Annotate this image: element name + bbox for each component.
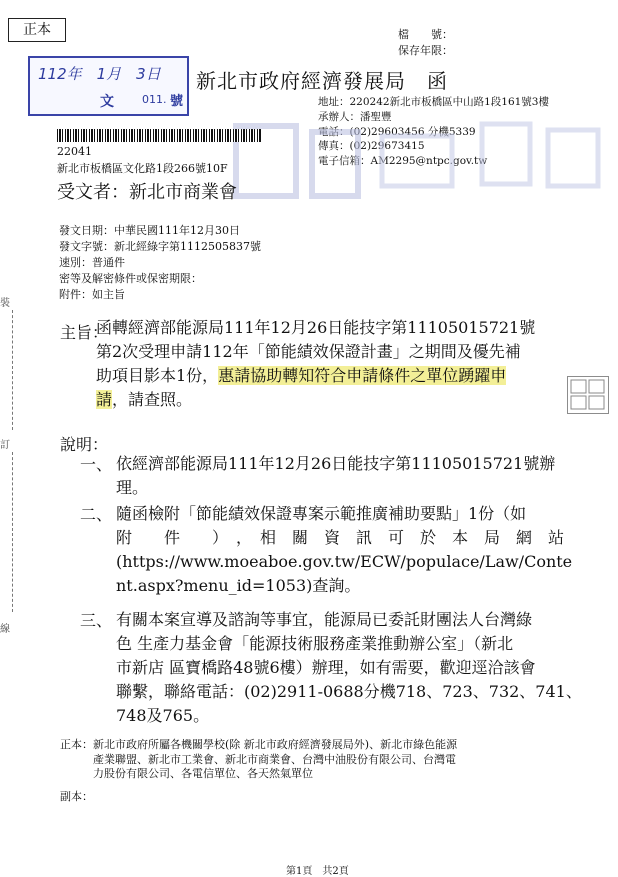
agency-title: 新北市政府經濟發展局 函 (196, 69, 448, 93)
contact-phone: 電話：(02)29603456 分機5339 (318, 125, 476, 138)
explanation-item-1: 依經濟部能源局111年12月26日能技字第11105015721號辦 理。 (116, 454, 556, 497)
receipt-stamp (28, 56, 189, 116)
recipient-zip: 22041 (57, 145, 92, 158)
binding-line-1 (12, 310, 13, 430)
subject-body (96, 316, 535, 412)
binding-mark-3: 線 (0, 624, 10, 635)
contact-address: 地址：220242新北市板橋區中山路1段161號3樓 (318, 96, 549, 108)
file-number-label: 檔 號： (398, 28, 453, 41)
retention-period-label: 保存年限： (398, 44, 453, 57)
highlighted-request-end: 請 (96, 390, 113, 409)
binding-mark-1: 裝 (0, 298, 10, 309)
explanation-item-1-number: 一、 (80, 455, 113, 474)
contact-handler: 承辦人：潘聖豐 (318, 110, 392, 123)
issue-date: 發文日期：中華民國111年12月30日 (59, 224, 240, 237)
receipt-hao: 號 (170, 94, 184, 109)
explanation-item-2: 隨函檢附「節能績效保證專案示範推廣補助要點」1份（如 附 件 ） ， 相 關 資 訊 可 於 本 局 網 站 (https://www.moeaboe.gov.tw/ECW/populace/Law/Conte nt.aspx?menu_id=1053)查詢。 (116, 504, 573, 595)
contact-fax: 傳真：(02)29673415 (318, 140, 425, 153)
delivery-speed: 速別：普通件 (59, 256, 125, 269)
cc-block (60, 738, 457, 804)
subject-line-1: 函轉經濟部能源局111年12月26日能技字第11105015721號 (96, 318, 536, 337)
binding-line-2 (12, 452, 13, 612)
document-number: 發文字號：新北經綠字第1112505837號 (59, 240, 261, 253)
security-level: 密等及解密條件或保密期限： (59, 272, 202, 285)
highlighted-request: 惠請協助轉知符合申請條件之單位踴躍申 (218, 366, 507, 385)
receipt-number: 011. (142, 93, 167, 106)
subject-line-4: 請，請查照。 (96, 390, 193, 409)
subject-line-3: 助項目影本1份，惠請協助轉知符合申請條件之單位踴躍申 (96, 366, 507, 385)
copy-type-box (8, 18, 66, 42)
explanation-item-2-number: 二、 (80, 505, 113, 524)
subject-label: 主旨： (60, 323, 109, 342)
recipient-address: 新北市板橋區文化路1段266號10F (57, 162, 228, 175)
faint-received-stamp (232, 118, 612, 213)
cc-line-1: 正本：新北市政府所屬各機關學校(除 新北市政府經濟發展局外)、新北市綠色能源 (60, 738, 458, 751)
small-seal (567, 376, 609, 414)
contact-email: 電子信箱：AM2295@ntpc.gov.tw (318, 155, 488, 168)
recipient-name: 受文者：新北市商業會 (57, 182, 237, 203)
copy-type-label: 正本 (23, 22, 51, 38)
explanation-label: 說明： (60, 435, 109, 454)
attachments: 附件：如主旨 (59, 288, 125, 301)
receipt-date: 112年 1月 3日 (38, 65, 161, 83)
receipt-label: 文 (100, 94, 114, 110)
cc-line-2: 產業聯盟、新北市工業會、新北市商業會、台灣中油股份有限公司、台灣電 (93, 752, 456, 766)
subject-line-2: 第2次受理申請112年「節能績效保證計畫」之期間及優先補 (96, 342, 521, 361)
page-number: 第1頁 共2頁 (286, 866, 349, 877)
cc-line-3: 力股份有限公司、各電信單位、各天然氣單位 (93, 767, 313, 780)
copy-recipients-label: 副本： (60, 789, 93, 803)
explanation-item-3: 有關本案宣導及諮詢等事宜，能源局已委託財團法人台灣綠 色 生產力基金會「能源技術服務產業推動辦公室」（新北 市新店 區寶橋路48號6樓）辦理，如有需要，歡迎逕洽該會 聯繫，聯絡電話：(02)2911-0688分機718、723、732、741、 748及765。 (116, 610, 582, 725)
barcode (57, 129, 262, 142)
binding-mark-2: 訂 (0, 440, 10, 451)
explanation-item-3-number: 三、 (80, 611, 113, 630)
